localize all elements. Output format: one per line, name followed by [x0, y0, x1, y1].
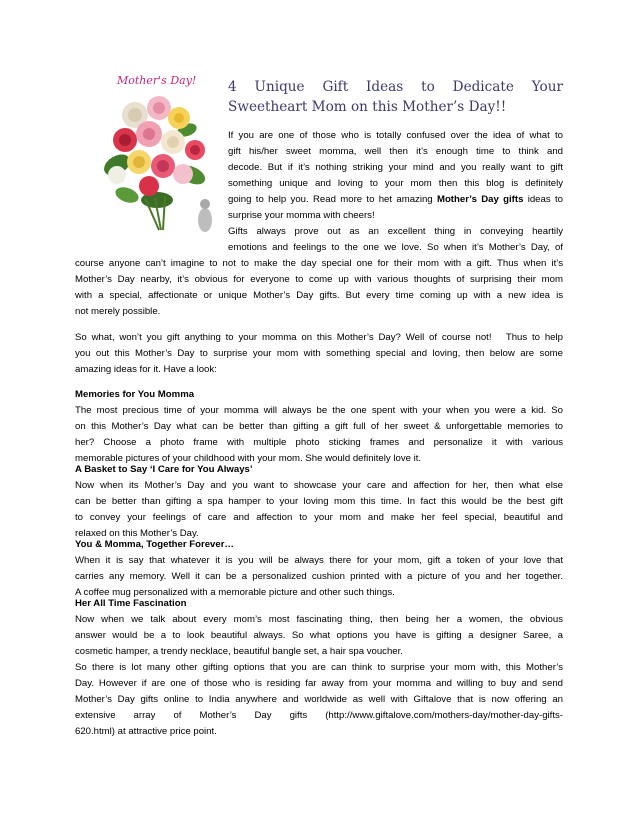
body-line: her? Choose a photo frame with multiple photo sticking frames and personalize it with various [75, 437, 563, 448]
body-line: with a special, affectionate or unique Mother’s Day gifts. But every time coming up with a new idea is [75, 290, 563, 301]
body-line: Day. However if are one of those who is residing far away from your momma and willing to buy and send [75, 678, 563, 689]
paragraph-2 [75, 330, 563, 378]
body-line: amazing ideas for it. Have a look: [75, 364, 217, 375]
body-line: The most precious time of your momma will always be the one spent with your when you were a kid. So [75, 405, 563, 416]
intro-line-text: ideas to [523, 194, 563, 205]
body-line: to convey your feelings of care and affection to your mom and make her feel special, beautiful and [75, 512, 563, 523]
body-line: 620.html) at attractive price point. [75, 726, 217, 737]
image-caption: Mother's Day! [117, 74, 197, 87]
intro-line-with-link [228, 192, 563, 208]
intro-line-text: going to help you. Read more to het amazing [228, 194, 437, 205]
body-line: answer would be a to look beautiful always. So what options you have is gifting a designer Saree, a [75, 630, 563, 641]
body-line: cosmetic hamper, a trendy necklace, beautiful bangle set, a hair spa voucher. [75, 646, 403, 657]
body-line: So there is lot many other gifting options that you are can think to surprise your mom with, this Mother’s [75, 662, 563, 673]
body-line: Mother’s Day gifts online to India anywhere and worldwide as well with Giftalove that is now offering an [75, 694, 563, 705]
article-title [228, 77, 563, 117]
intro-line: Gifts always prove out as an excellent thing in conveying heartily [228, 226, 563, 237]
section-fascination [75, 596, 563, 740]
intro-line: something unique and loving to your mom then this blog is definitely [228, 178, 563, 189]
intro-continuation [75, 256, 563, 320]
intro-line: surprise your momma with cheers! [228, 210, 375, 221]
section-together [75, 537, 563, 601]
title-line-1: 4 Unique Gift Ideas to Dedicate Your [228, 79, 563, 95]
section-memories [75, 387, 563, 467]
body-line: you out this Mother’s Day to surprise your mom with something special and loving, then below are some [75, 348, 563, 359]
body-line: on this Mother’s Day what can be better than gifting a gift full of her sweet & unforgettable memories to [75, 421, 563, 432]
body-line: Now when we talk about every mom’s most fascinating thing, then being her a women, the obvious [75, 614, 563, 625]
section-heading: You & Momma, Together Forever… [75, 539, 235, 550]
body-line: not merely possible. [75, 306, 161, 317]
intro-line: decode. But if it’s nothing striking your mind and you really want to gift [228, 162, 563, 173]
body-line: relaxed on this Mother’s Day. [75, 528, 199, 539]
body-line: Mother’s Day nearby, it’s obvious for everyone to come up with various thoughts of surprising their mom [75, 274, 563, 285]
body-line: So what, won’t you gift anything to your momma on this Mother’s Day? Well of course not! Thus to help [75, 332, 563, 343]
section-basket [75, 462, 563, 542]
body-line: When it is say that whatever it is you will be always there for your mom, gift a token of your love that [75, 555, 563, 566]
section-heading: Memories for You Momma [75, 389, 195, 400]
section-heading: A Basket to Say ‘I Care for You Always’ [75, 464, 253, 475]
body-line: course anyone can’t imagine to not to make the day special one for their mom with a gift. Thus when it’s [75, 258, 563, 269]
section-heading: Her All Time Fascination [75, 598, 187, 609]
title-line-2: Sweetheart Mom on this Mother’s Day!! [228, 99, 507, 115]
intro-line: emotions and feelings to the one we love. So when it’s Mother’s Day, of [228, 242, 563, 253]
intro-line: If you are one of those who is totally confused over the idea of what to [228, 130, 563, 141]
body-line-with-url: extensive array of Mother’s Day gifts (http://www.giftalove.com/mothers-day/mother-day-gifts- [75, 710, 563, 721]
body-line: Now when its Mother’s Day and you want to showcase your care and affection for her, then what else [75, 480, 563, 491]
body-line: memorable pictures of your childhood with your mom. She would definitely love it. [75, 453, 422, 464]
mothers-day-gifts-keyword: Mother’s Day gifts [436, 194, 524, 205]
mothers-day-bouquet-image [97, 70, 215, 240]
intro-line: gift his/her sweet momma, well then it’s enough time to think and [228, 146, 563, 157]
body-line: carries any memory. Well it can be a personalized cushion printed with a picture of you and her together. [75, 571, 563, 582]
body-line: can be better than gifting a spa hamper to your loving mom this time. In fact this would be the best gift [75, 496, 563, 507]
body-line: A coffee mug personalized with a memorable picture and other such things. [75, 587, 395, 598]
intro-paragraph [228, 128, 563, 256]
